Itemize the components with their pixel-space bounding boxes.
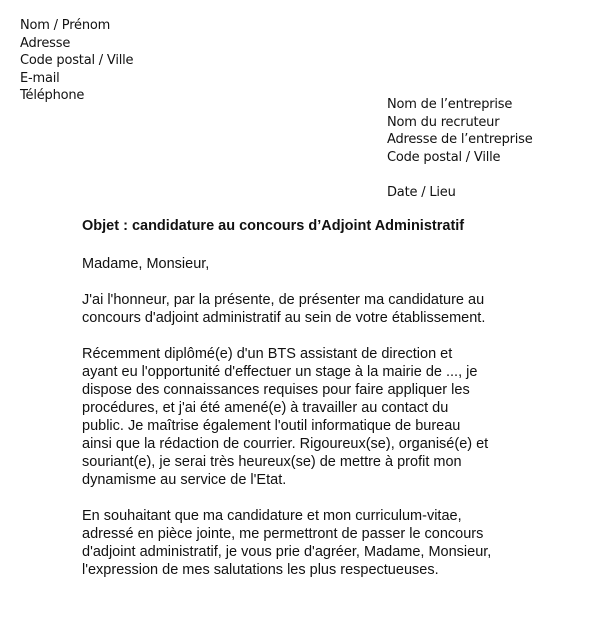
sender-email: E-mail [20, 70, 60, 86]
paragraph-line: souriant(e), je serai très heureux(se) de mettre à profit mon [82, 454, 462, 470]
recipient-postal-city: Code postal / Ville [387, 149, 501, 165]
paragraph-line: dispose des connaissances requises pour faire appliquer les [82, 382, 470, 398]
paragraph-line: En souhaitant que ma candidature et mon curriculum-vitae, [82, 508, 462, 524]
sender-block [20, 17, 133, 105]
recipient-company: Nom de l’entreprise [387, 97, 513, 112]
paragraph-line: adressé en pièce jointe, me permettront de passer le concours [82, 526, 484, 542]
paragraph-line: l'expression de mes salutations les plus respectueuses. [82, 562, 439, 578]
paragraph-line: public. Je maîtrise également l'outil informatique de bureau [82, 418, 461, 434]
recipient-block [387, 96, 533, 202]
paragraph-line: procédures, et j'ai été amené(e) à travailler au contact du [82, 400, 449, 416]
recipient-address: Adresse de l’entreprise [387, 132, 533, 148]
paragraph-line: Récemment diplômé(e) d'un BTS assistant de direction et [82, 346, 453, 362]
paragraph-line: concours d'adjoint administratif au sein de votre établissement. [82, 310, 486, 326]
paragraph-closing [82, 507, 491, 579]
letter-salutation: Madame, Monsieur, [82, 256, 210, 272]
date-place: Date / Lieu [387, 185, 456, 201]
paragraph-experience [82, 345, 488, 489]
paragraph-line: ainsi que la rédaction de courrier. Rigoureux(se), organisé(e) et [82, 436, 489, 452]
paragraph-intro [82, 291, 485, 327]
sender-postal-city: Code postal / Ville [20, 53, 134, 69]
letter-subject: Objet : candidature au concours d’Adjoint Administratif [82, 218, 465, 234]
sender-address: Adresse [20, 35, 71, 51]
paragraph-line: J'ai l'honneur, par la présente, de présenter ma candidature au [82, 292, 485, 308]
paragraph-line: dynamisme au service de l'Etat. [82, 472, 287, 488]
sender-phone: Téléphone [20, 88, 85, 104]
sender-name: Nom / Prénom [20, 18, 111, 33]
paragraph-line: d'adjoint administratif, je vous prie d'agréer, Madame, Monsieur, [82, 544, 492, 560]
paragraph-line: ayant eu l'opportunité d'effectuer un stage à la mairie de ..., je [82, 364, 478, 380]
recipient-recruiter: Nom du recruteur [387, 114, 500, 130]
